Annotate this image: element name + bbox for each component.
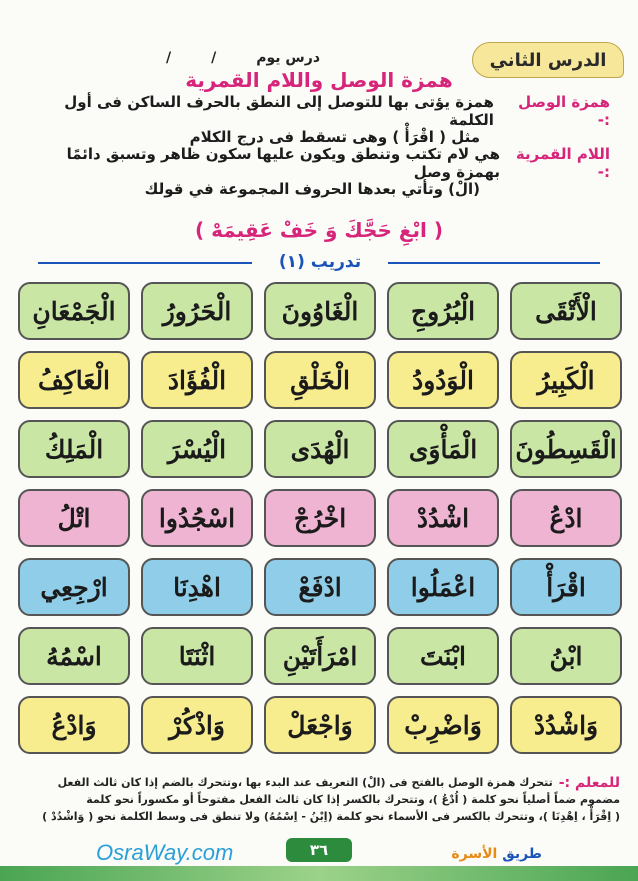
teacher-text: تتحرك همزة الوصل بالفتح فى (الْ) التعريف عند البدء بها ،وتتحرك بالضم إذا كان ثالث الفعل <box>57 776 553 789</box>
brand-logo-left: OsraWay.com <box>96 840 234 865</box>
page-title: همزة الوصل واللام القمرية <box>185 68 453 92</box>
definition-row <box>20 93 610 129</box>
word-card: امْرَأَتَيْنِ <box>264 627 376 685</box>
wasl-text-2: مثل ( اقْرَأْ ) وهى تسقط فى درج الكلام <box>189 128 480 146</box>
word-card: اتْلُ <box>18 489 130 547</box>
word-card: الْيُسْرَ <box>141 420 253 478</box>
grid-row <box>18 558 622 616</box>
wasl-text: همزة يؤتى بها للتوصل إلى النطق بالحرف الساكن فى أول الكلمة <box>64 93 494 129</box>
word-grid <box>18 282 622 765</box>
exercise-title: تدريب (١) <box>252 250 388 274</box>
teacher-text: مضموم ضماً أصلياً نحو كلمة ( اُدْعُ )، وتتحرك بالكسر إذا كان ثالث الفعل مفتوحاً أو مكسوراً نحو كلمة <box>86 793 620 806</box>
word-card: الْبُرُوجِ <box>387 282 499 340</box>
lam-text: هي لام تكتب وتنطق ويكون عليها سكون ظاهر وتسبق دائمًا بهمزة وصل <box>66 145 501 181</box>
word-card: الْفُؤَادَ <box>141 351 253 409</box>
moon-letters-phrase: ( ابْغِ حَجَّكَ وَ خَفْ عَقِيمَهْ ) <box>195 218 443 242</box>
date-slash: / <box>166 50 172 66</box>
teacher-label: للمعلم :- <box>558 774 620 791</box>
word-card: الْأَتْقَى <box>510 282 622 340</box>
word-card: الْهُدَى <box>264 420 376 478</box>
lesson-tab: الدرس الثاني <box>472 42 624 78</box>
word-card: ابْنَتَ <box>387 627 499 685</box>
lam-term: اللام القمرية :- <box>515 145 610 181</box>
grid-row <box>18 282 622 340</box>
grid-row <box>18 420 622 478</box>
word-card: الْخَلْقِ <box>264 351 376 409</box>
lam-text-2: (الْ) وتأتي بعدها الحروف المجموعة في قولك <box>144 180 480 198</box>
wasl-term: همزة الوصل :- <box>518 93 610 129</box>
word-card: اعْمَلُوا <box>387 558 499 616</box>
word-card: ارْجِعِي <box>18 558 130 616</box>
word-card: الْقَسِطُونَ <box>510 420 622 478</box>
footer-bar <box>0 866 638 881</box>
word-card: الْوَدُودُ <box>387 351 499 409</box>
word-card: الْكَبِيرُ <box>510 351 622 409</box>
definition-row <box>20 145 610 181</box>
teacher-note-row <box>16 808 620 825</box>
grid-row <box>18 696 622 754</box>
word-card: وَاضْرِبْ <box>387 696 499 754</box>
word-card: اهْدِنَا <box>141 558 253 616</box>
word-card: الْمَلِكُ <box>18 420 130 478</box>
teacher-text: ( اِقْرَأْ ، اِهْدِنَا )، وتتحرك بالكسر فى الأسماء نحو كلمة (اِبْنُ - اِسْمُهُ) ولا تنطق فى وسط الكلمة نحو ( وَاشْدُدْ ) <box>42 810 620 823</box>
lesson-day <box>60 46 320 70</box>
day-label: درس يوم <box>256 50 320 66</box>
grid-row <box>18 489 622 547</box>
word-card: وَاجْعَلْ <box>264 696 376 754</box>
brand-word: الأسرة <box>451 846 498 862</box>
definitions <box>20 93 610 202</box>
teacher-note <box>16 774 620 825</box>
brand-logo-right <box>451 846 542 862</box>
teacher-note-row <box>16 774 620 791</box>
word-card: اقْرَأْ <box>510 558 622 616</box>
word-card: وَاشْدُدْ <box>510 696 622 754</box>
word-card: وَادْعُ <box>18 696 130 754</box>
word-card: ادْعُ <box>510 489 622 547</box>
word-card: الْمَأْوَى <box>387 420 499 478</box>
word-card: الْجَمْعَانِ <box>18 282 130 340</box>
word-card: ادْفَعْ <box>264 558 376 616</box>
word-card: اسْمُهُ <box>18 627 130 685</box>
word-card: وَاذْكُرْ <box>141 696 253 754</box>
page-number: ٣٦ <box>286 838 352 862</box>
word-card: اسْجُدُوا <box>141 489 253 547</box>
word-card: اخْرُجْ <box>264 489 376 547</box>
word-card: اثْنَتَا <box>141 627 253 685</box>
word-card: الْحَرُورُ <box>141 282 253 340</box>
brand-word: طريق <box>502 846 542 862</box>
word-card: الْغَاوُونَ <box>264 282 376 340</box>
word-card: اشْدُدْ <box>387 489 499 547</box>
grid-row <box>18 627 622 685</box>
grid-row <box>18 351 622 409</box>
teacher-note-row <box>16 791 620 808</box>
word-card: الْعَاكِفُ <box>18 351 130 409</box>
word-card: ابْنُ <box>510 627 622 685</box>
date-slash: / <box>211 50 217 66</box>
